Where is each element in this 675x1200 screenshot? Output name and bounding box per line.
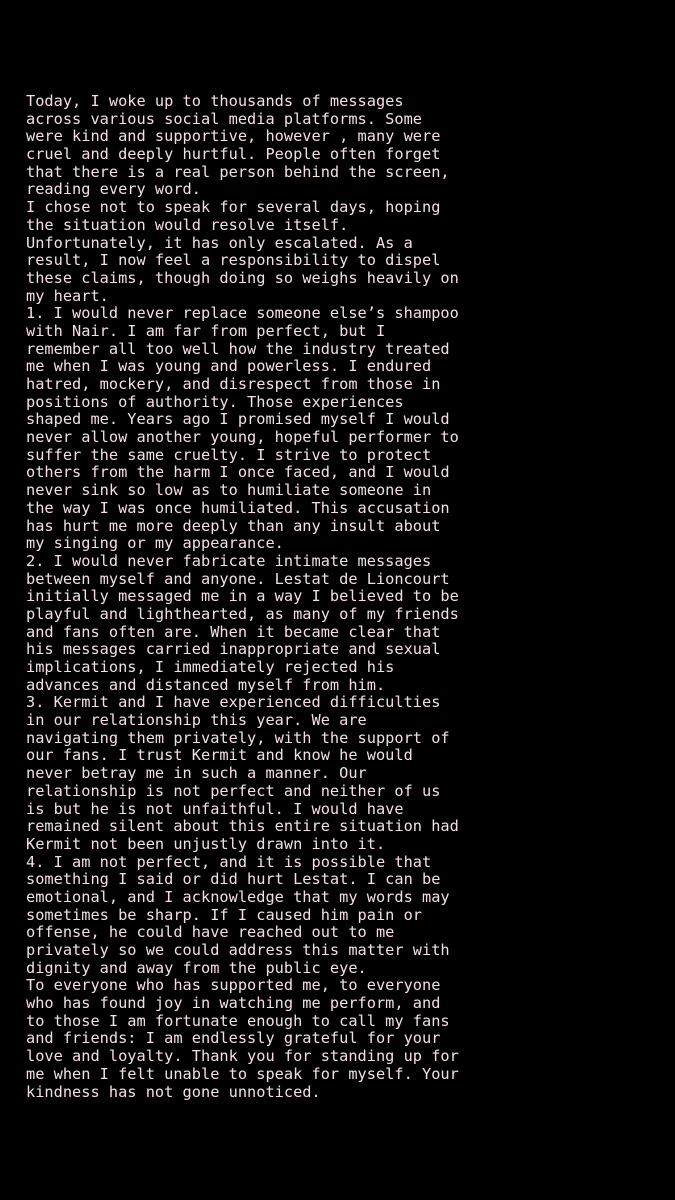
statement-line: cruel and deeply hurtful. People often forget	[26, 145, 441, 164]
statement-line: hatred, mockery, and disrespect from those in	[26, 375, 441, 393]
statement-line: Today, I woke up to thousands of messages	[26, 92, 404, 110]
statement-line: reading every word.	[26, 180, 201, 199]
statement-line: Kermit not been unjustly drawn into it.	[26, 834, 386, 853]
statement-line: offense, he could have reached out to me	[26, 923, 395, 942]
statement-line: others from the harm I once faced, and I would	[26, 463, 450, 482]
statement-line: remained silent about this entire situation had	[26, 817, 459, 836]
statement-line: is but he is not unfaithful. I would have	[26, 799, 404, 818]
statement-line: and fans often are. When it became clear that	[26, 622, 441, 641]
statement-line: never betray me in such a manner. Our	[26, 764, 367, 783]
statement-line: relationship is not perfect and neither of us	[26, 781, 441, 800]
statement-line: 1. I would never replace someone else’s shampoo	[26, 304, 459, 323]
statement-line: our fans. I trust Kermit and know he would	[26, 746, 413, 765]
statement-line: that there is a real person behind the screen,	[26, 162, 450, 181]
statement-line: has hurt me more deeply than any insult about	[26, 516, 441, 535]
statement-line: the situation would resolve itself.	[26, 215, 349, 234]
statement-line: emotional, and I acknowledge that my words may	[26, 887, 450, 906]
statement-line: across various social media platforms. Some	[26, 109, 423, 128]
statement-line: in our relationship this year. We are	[26, 711, 367, 730]
statement-line: positions of authority. Those experiences	[26, 392, 404, 411]
statement-line: between myself and anyone. Lestat de Lioncourt	[26, 569, 450, 588]
statement-line: my singing or my appearance.	[26, 534, 284, 553]
statement-text	[26, 93, 666, 1101]
statement-line: remember all too well how the industry treated	[26, 339, 450, 358]
statement-line: 2. I would never fabricate intimate messages	[26, 551, 432, 570]
statement-line: result, I now feel a responsibility to dispel	[26, 251, 441, 270]
statement-line: his messages carried inappropriate and sexual	[26, 640, 441, 659]
statement-line: sometimes be sharp. If I caused him pain or	[26, 905, 423, 924]
statement-line: dignity and away from the public eye.	[26, 958, 367, 977]
statement-line: were kind and supportive, however , many were	[26, 127, 441, 146]
statement-line: navigating them privately, with the support of	[26, 728, 450, 747]
statement-line: playful and lighthearted, as many of my friends	[26, 604, 459, 623]
statement-line: 3. Kermit and I have experienced difficulties	[26, 693, 441, 712]
statement-line: these claims, though doing so weighs heavily on	[26, 268, 459, 287]
statement-line: kindness has not gone unnoticed.	[26, 1082, 321, 1101]
statement-line: with Nair. I am far from perfect, but I	[26, 321, 386, 340]
statement-line: something I said or did hurt Lestat. I can be	[26, 870, 441, 889]
statement-line: who has found joy in watching me perform, and	[26, 994, 441, 1013]
statement-line: me when I felt unable to speak for myself. Your	[26, 1064, 459, 1083]
statement-line: and friends: I am endlessly grateful for your	[26, 1029, 441, 1048]
statement-line: never allow another young, hopeful performer to	[26, 428, 459, 447]
statement-line: 4. I am not perfect, and it is possible that	[26, 852, 432, 871]
statement-line: To everyone who has supported me, to everyone	[26, 976, 441, 995]
statement-line: to those I am fortunate enough to call my fans	[26, 1011, 450, 1030]
statement-line: privately so we could address this matter with	[26, 941, 450, 959]
statement-line: implications, I immediately rejected his	[26, 658, 395, 676]
statement-line: suffer the same cruelty. I strive to protect	[26, 445, 432, 464]
statement-line: advances and distanced myself from him.	[26, 675, 386, 694]
statement-line: shaped me. Years ago I promised myself I would	[26, 410, 450, 429]
statement-line: my heart.	[26, 286, 109, 305]
statement-line: initially messaged me in a way I believed to be	[26, 587, 459, 606]
statement-line: me when I was young and powerless. I endured	[26, 357, 432, 376]
statement-line: the way I was once humiliated. This accusation	[26, 498, 450, 517]
statement-line: love and loyalty. Thank you for standing up for	[26, 1047, 459, 1066]
statement-line: Unfortunately, it has only escalated. As a	[26, 233, 413, 252]
statement-line: I chose not to speak for several days, hoping	[26, 198, 441, 217]
statement-line: never sink so low as to humiliate someone in	[26, 481, 432, 500]
